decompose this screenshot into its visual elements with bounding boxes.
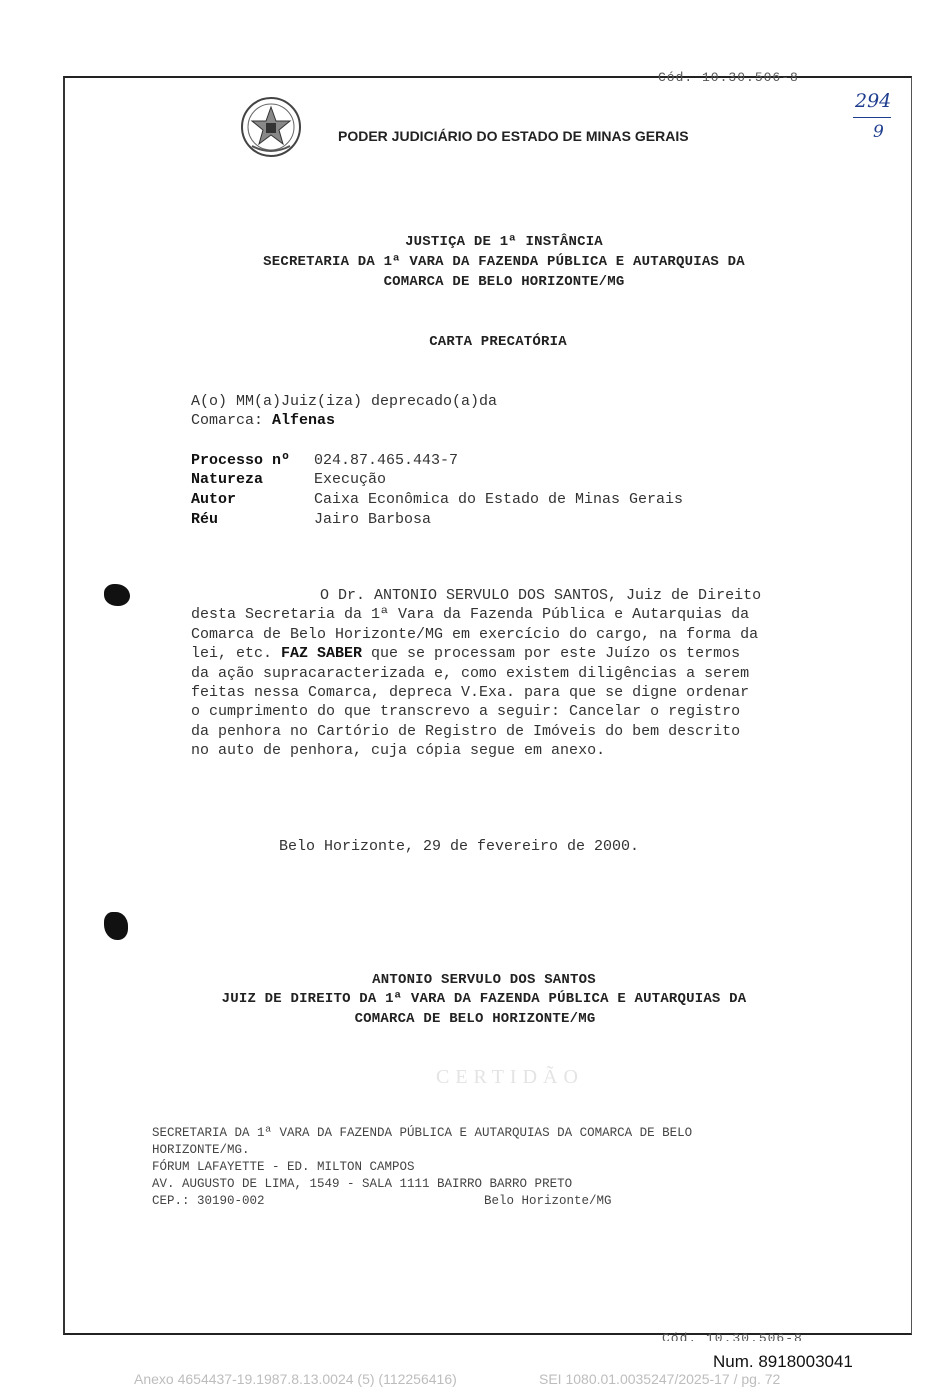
body-line xyxy=(191,723,740,740)
body-line xyxy=(191,645,740,662)
body-line xyxy=(191,606,749,623)
body-line xyxy=(191,703,740,720)
bottom-code: Cód. 10.30.506-8 xyxy=(662,1331,803,1341)
punch-hole-mark xyxy=(104,584,130,606)
case-field-value: Caixa Econômica do Estado de Minas Gerais xyxy=(314,491,684,508)
sei-reference: SEI 1080.01.0035247/2025-17 / pg. 72 xyxy=(539,1371,781,1387)
case-field-label: Natureza xyxy=(191,471,264,488)
footer-city: Belo Horizonte/MG xyxy=(484,1194,612,1208)
faint-stamp: CERTIDÃO xyxy=(436,1066,584,1088)
body-line-text: O Dr. ANTONIO SERVULO DOS SANTOS, Juiz de Direito xyxy=(320,587,762,604)
case-field-value: Jairo Barbosa xyxy=(314,511,432,528)
body-line xyxy=(320,587,761,604)
anexo-reference: Anexo 4654437-19.1987.8.13.0024 (5) (112256416) xyxy=(134,1371,457,1387)
top-code: Cód. 10.30.506-8 xyxy=(658,70,799,84)
faz-saber-emphasis: FAZ SABER xyxy=(281,645,363,663)
comarca-value: Alfenas xyxy=(272,412,336,429)
body-line xyxy=(191,742,605,759)
body-line-text: o cumprimento do que transcrevo a seguir: Cancelar o registro xyxy=(191,703,741,721)
annotation-underline xyxy=(853,117,891,118)
footer-line: AV. AUGUSTO DE LIMA, 1549 - SALA 1111 BAIRRO BARRO PRETO xyxy=(152,1177,573,1191)
page-annotation-sub: 9 xyxy=(873,122,884,142)
body-line-text: da ação supracaracterizada e, como existem diligências a serem xyxy=(191,664,750,682)
body-line xyxy=(191,626,758,643)
case-field-value: 024.87.465.443-7 xyxy=(314,452,459,469)
body-line-text: Comarca de Belo Horizonte/MG em exercício do cargo, na forma da xyxy=(191,625,759,643)
document-title: CARTA PRECATÓRIA xyxy=(429,334,567,350)
header-line-2: SECRETARIA DA 1ª VARA DA FAZENDA PÚBLICA E AUTARQUIAS DA xyxy=(263,254,745,270)
signature-title-line-1: JUIZ DE DIREITO DA 1ª VARA DA FAZENDA PÚBLICA E AUTARQUIAS DA xyxy=(221,991,747,1007)
case-field-label: Processo nº xyxy=(191,452,291,469)
addressee-line: A(o) MM(a)Juiz(iza) deprecado(a)da xyxy=(191,393,498,410)
body-line-text: lei, etc. xyxy=(191,645,282,663)
comarca-line xyxy=(191,412,335,429)
body-line xyxy=(191,684,749,701)
case-field-value: Execução xyxy=(314,471,387,488)
date-line: Belo Horizonte, 29 de fevereiro de 2000. xyxy=(279,838,640,855)
court-name: PODER JUDICIÁRIO DO ESTADO DE MINAS GERAIS xyxy=(338,128,689,144)
body-line-text: que se processam por este Juízo os termos xyxy=(362,645,741,663)
body-line-text: desta Secretaria da 1ª Vara da Fazenda Pública e Autarquias da xyxy=(191,606,750,624)
signature-name: ANTONIO SERVULO DOS SANTOS xyxy=(372,972,596,988)
footer-line: FÓRUM LAFAYETTE - ED. MILTON CAMPOS xyxy=(152,1160,415,1174)
body-line-text: da penhora no Cartório de Registro de Imóveis do bem descrito xyxy=(191,722,741,740)
case-field-label: Réu xyxy=(191,511,219,528)
body-line-text: feitas nessa Comarca, depreca V.Exa. para que se digne ordenar xyxy=(191,684,750,701)
footer-cep: CEP.: 30190-002 xyxy=(152,1194,265,1208)
signature-title-line-2: COMARCA DE BELO HORIZONTE/MG xyxy=(354,1011,596,1027)
body-line-text: no auto de penhora, cuja cópia segue em anexo. xyxy=(191,742,606,760)
footer-line: SECRETARIA DA 1ª VARA DA FAZENDA PÚBLICA E AUTARQUIAS DA COMARCA DE BELO xyxy=(152,1126,693,1140)
document-number: Num. 8918003041 xyxy=(713,1352,853,1371)
page-annotation-number: 294 xyxy=(855,90,892,112)
header-line-1: JUSTIÇA DE 1ª INSTÂNCIA xyxy=(405,234,603,250)
case-field-label: Autor xyxy=(191,491,237,508)
body-line xyxy=(191,665,749,682)
footer-line: HORIZONTE/MG. xyxy=(152,1143,250,1157)
punch-hole-mark xyxy=(104,912,128,940)
state-seal-icon xyxy=(240,96,302,158)
header-line-3: COMARCA DE BELO HORIZONTE/MG xyxy=(383,274,625,290)
comarca-label: Comarca: xyxy=(191,412,264,429)
